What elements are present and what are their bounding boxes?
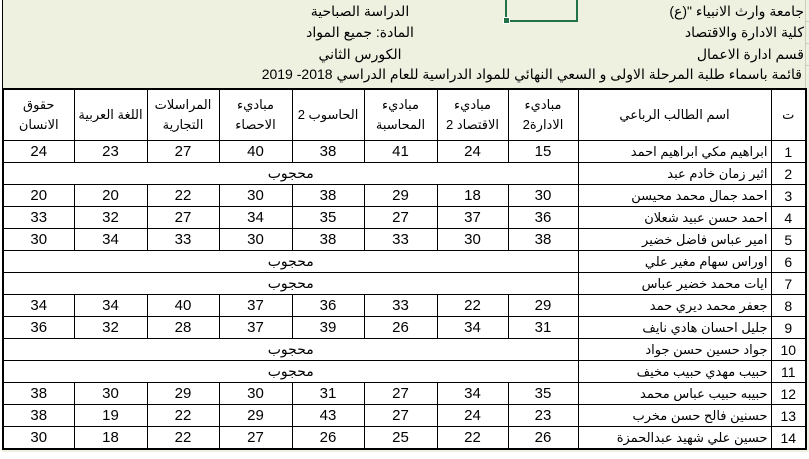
grade-cell[interactable]: 27 (364, 207, 437, 229)
row-number-cell[interactable]: 7 (771, 273, 806, 295)
row-number-cell[interactable]: 13 (771, 405, 806, 427)
grade-cell[interactable]: 37 (219, 317, 292, 339)
department-name: قسم ادارة الاعمال (696, 45, 804, 62)
student-row (3, 427, 806, 450)
student-name-cell[interactable]: اثير زمان خادم عبد (578, 163, 771, 185)
student-row (3, 339, 806, 361)
grade-cell[interactable]: 30 (437, 229, 508, 251)
student-row (3, 163, 806, 185)
student-name-cell[interactable]: جعفر محمد ديري حمد (578, 295, 771, 317)
grade-cell[interactable]: 33 (147, 229, 219, 251)
grade-cell[interactable]: 33 (364, 295, 437, 317)
subject-line: المادة: جميع المواد (306, 24, 414, 41)
grade-cell[interactable]: 38 (508, 229, 578, 251)
row-number-cell[interactable]: 12 (771, 383, 806, 405)
gridline-stub (805, 43, 809, 44)
grade-cell[interactable]: 24 (437, 141, 508, 163)
student-name-cell[interactable]: احمد حسن عبيد شعلان (578, 207, 771, 229)
row-number-cell[interactable]: 1 (771, 141, 806, 163)
column-header-student-name[interactable]: اسم الطالب الرباعي (578, 89, 771, 141)
grade-cell[interactable]: 40 (147, 295, 219, 317)
grade-cell[interactable]: 36 (292, 295, 364, 317)
student-row (3, 141, 806, 163)
grade-cell[interactable]: 33 (364, 229, 437, 251)
grade-cell[interactable]: 20 (74, 185, 147, 207)
student-name-cell[interactable]: حبيبه حبيب عباس محمد (578, 383, 771, 405)
gridline-stub (805, 65, 809, 66)
student-row (3, 383, 806, 405)
grade-cell[interactable]: 38 (3, 383, 74, 405)
grade-cell[interactable]: 31 (508, 317, 578, 339)
student-row (3, 273, 806, 295)
blocked-cell[interactable]: محجوب (3, 163, 578, 185)
student-row (3, 405, 806, 427)
grade-cell[interactable]: 33 (3, 207, 74, 229)
grade-cell[interactable]: 29 (364, 185, 437, 207)
college-name: كلية الادارة والاقتصاد (684, 24, 804, 41)
student-row (3, 207, 806, 229)
grade-cell[interactable]: 35 (292, 207, 364, 229)
row-number-cell[interactable]: 2 (771, 163, 806, 185)
grade-cell[interactable]: 29 (147, 383, 219, 405)
grade-cell[interactable]: 26 (364, 317, 437, 339)
grade-cell[interactable]: 30 (219, 229, 292, 251)
university-name: جامعة وارث الانبياء "(ع) (669, 3, 804, 19)
row-number-cell[interactable]: 8 (771, 295, 806, 317)
list-title: قائمة باسماء طلبة المرحلة الاولى و السعي النهائي للمواد الدراسية للعام الدراسي 2018- 2019 (261, 66, 802, 82)
grade-cell[interactable]: 34 (437, 317, 508, 339)
row-number-cell[interactable]: 10 (771, 339, 806, 361)
grade-cell[interactable]: 27 (364, 405, 437, 427)
grade-cell[interactable]: 24 (3, 141, 74, 163)
student-row (3, 317, 806, 339)
grade-cell[interactable]: 41 (364, 141, 437, 163)
study-type: الدراسة الصباحية (310, 3, 410, 19)
student-name-cell[interactable]: حسنين فالح حسن مخرب (578, 405, 771, 427)
grade-cell[interactable]: 25 (364, 427, 437, 450)
grade-cell[interactable]: 30 (508, 185, 578, 207)
grade-cell[interactable]: 43 (292, 405, 364, 427)
grade-cell[interactable]: 37 (219, 295, 292, 317)
course-line: الكورس الثاني (318, 45, 402, 62)
grade-cell[interactable]: 27 (147, 141, 219, 163)
grade-cell[interactable]: 32 (74, 207, 147, 229)
row-number-cell[interactable]: 9 (771, 317, 806, 339)
row-number-cell[interactable]: 11 (771, 361, 806, 383)
grade-cell[interactable]: 31 (292, 383, 364, 405)
grade-cell[interactable]: 29 (219, 405, 292, 427)
student-name-cell[interactable]: جواد حسين حسن جواد (578, 339, 771, 361)
blocked-cell[interactable]: محجوب (3, 361, 578, 383)
selected-cell-outline[interactable] (505, 0, 578, 22)
grade-cell[interactable]: 20 (3, 185, 74, 207)
student-name-cell[interactable]: احمد جمال محمد محيسن (578, 185, 771, 207)
grade-cell[interactable]: 22 (437, 295, 508, 317)
student-name-cell[interactable]: ابراهيم مكي ابراهيم احمد (578, 141, 771, 163)
row-number-cell[interactable]: 4 (771, 207, 806, 229)
column-header-index[interactable]: ت (771, 89, 806, 141)
grade-cell[interactable]: 18 (74, 427, 147, 450)
row-number-cell[interactable]: 14 (771, 427, 806, 450)
student-row (3, 229, 806, 251)
grades-table (2, 88, 807, 450)
column-header-subject[interactable]: حقوق الانسان (3, 89, 74, 141)
grade-cell[interactable]: 30 (3, 229, 74, 251)
row-number-cell[interactable]: 3 (771, 185, 806, 207)
grade-cell[interactable]: 27 (364, 383, 437, 405)
grade-cell[interactable]: 39 (292, 317, 364, 339)
grade-cell[interactable]: 29 (508, 295, 578, 317)
blocked-cell[interactable]: محجوب (3, 339, 578, 361)
grade-cell[interactable]: 36 (508, 207, 578, 229)
grade-cell[interactable]: 37 (437, 207, 508, 229)
grade-cell[interactable]: 27 (219, 427, 292, 450)
grade-cell[interactable]: 30 (219, 185, 292, 207)
grade-cell[interactable]: 18 (437, 185, 508, 207)
column-header-subject[interactable]: مباديء الاحصاء (219, 89, 292, 141)
selection-fill-handle[interactable] (503, 17, 510, 24)
column-header-subject[interactable]: مباديء الاقتصاد 2 (437, 89, 508, 141)
blocked-cell[interactable]: محجوب (3, 251, 578, 273)
grade-cell[interactable]: 34 (219, 207, 292, 229)
student-row (3, 185, 806, 207)
column-header-subject[interactable]: المراسلات التجارية (147, 89, 219, 141)
grade-cell[interactable]: 24 (437, 405, 508, 427)
column-header-subject[interactable]: الحاسوب 2 (292, 89, 364, 141)
gridline-stub (805, 0, 806, 88)
gridline-stub (805, 21, 809, 22)
grade-cell[interactable]: 23 (74, 141, 147, 163)
grade-cell[interactable]: 22 (437, 427, 508, 450)
grade-cell[interactable]: 30 (3, 427, 74, 450)
grade-cell[interactable]: 22 (147, 405, 219, 427)
grade-cell[interactable]: 22 (147, 185, 219, 207)
grade-cell[interactable]: 19 (74, 405, 147, 427)
grade-cell[interactable]: 15 (508, 141, 578, 163)
student-name-cell[interactable]: امير عباس فاضل خضير (578, 229, 771, 251)
grade-cell[interactable]: 32 (74, 317, 147, 339)
grade-cell[interactable]: 28 (147, 317, 219, 339)
blocked-cell[interactable]: محجوب (3, 273, 578, 295)
grade-cell[interactable]: 34 (74, 229, 147, 251)
student-name-cell[interactable]: ايات محمد خضير عباس (578, 273, 771, 295)
letterhead (669, 1, 804, 65)
grade-cell[interactable]: 30 (219, 383, 292, 405)
student-row (3, 295, 806, 317)
grade-cell[interactable]: 38 (292, 185, 364, 207)
grade-cell[interactable]: 36 (3, 317, 74, 339)
grade-cell[interactable]: 35 (508, 383, 578, 405)
student-name-cell[interactable]: حبيب مهدي حبيب مخيف (578, 361, 771, 383)
column-header-subject[interactable]: اللغة العربية (74, 89, 147, 141)
header-left-border (2, 0, 3, 90)
grade-cell[interactable]: 38 (3, 405, 74, 427)
student-name-cell[interactable]: جليل احسان هادي نايف (578, 317, 771, 339)
grade-cell[interactable]: 34 (437, 383, 508, 405)
column-header-subject[interactable]: مباديء المحاسبة (364, 89, 437, 141)
course-info (255, 1, 465, 65)
grade-cell[interactable]: 40 (219, 141, 292, 163)
student-name-cell[interactable]: حسين علي شهيد عبدالحمزة (578, 427, 771, 450)
grade-cell[interactable]: 22 (147, 427, 219, 450)
row-number-cell[interactable]: 6 (771, 251, 806, 273)
student-name-cell[interactable]: اوراس سهام مغير علي (578, 251, 771, 273)
grade-cell[interactable]: 34 (3, 295, 74, 317)
grade-cell[interactable]: 34 (74, 295, 147, 317)
grade-cell[interactable]: 23 (508, 405, 578, 427)
grade-cell[interactable]: 27 (147, 207, 219, 229)
grade-cell[interactable]: 38 (292, 229, 364, 251)
grade-cell[interactable]: 30 (74, 383, 147, 405)
grade-cell[interactable]: 38 (292, 141, 364, 163)
student-row (3, 251, 806, 273)
grade-cell[interactable]: 26 (292, 427, 364, 450)
grade-cell[interactable]: 26 (508, 427, 578, 450)
column-header-subject[interactable]: مباديء الادارة2 (508, 89, 578, 141)
row-number-cell[interactable]: 5 (771, 229, 806, 251)
student-row (3, 361, 806, 383)
